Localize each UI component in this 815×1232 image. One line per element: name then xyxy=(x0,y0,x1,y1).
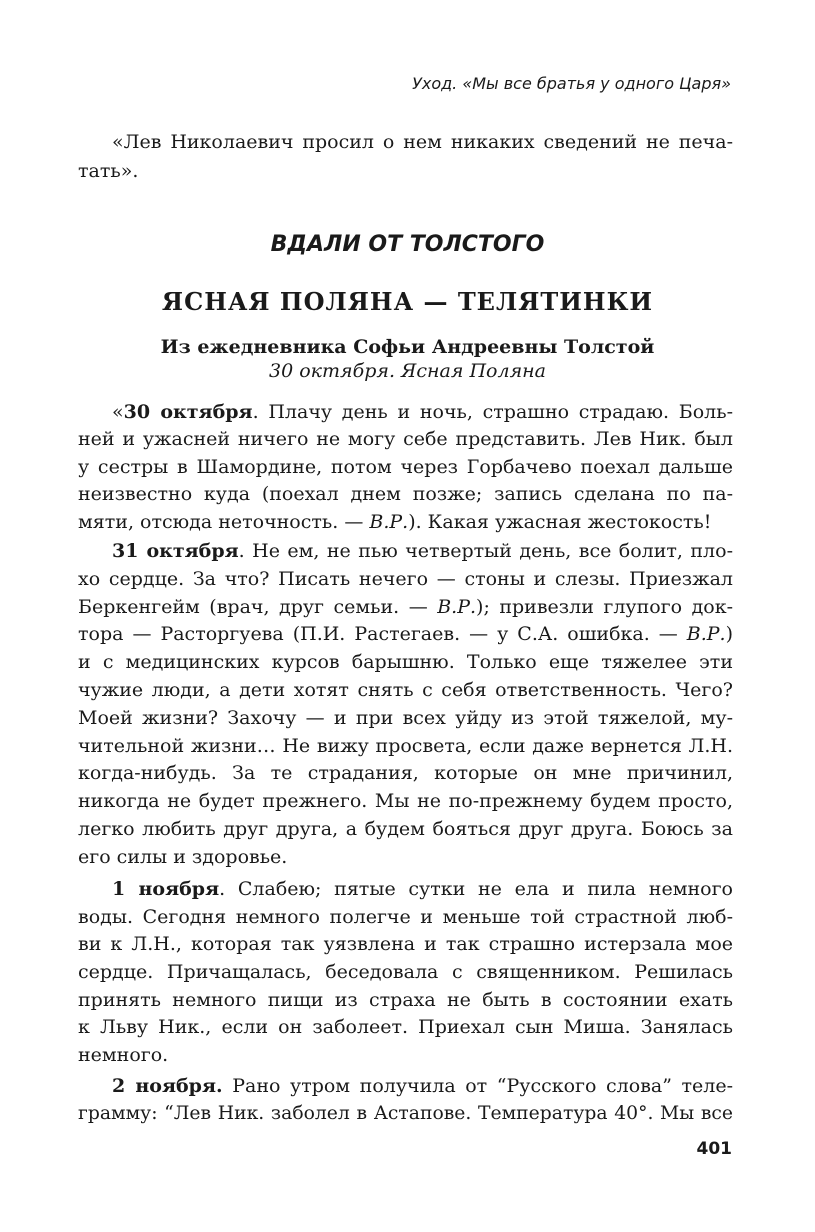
entry-date: 2 ноября. xyxy=(112,1075,223,1097)
entry-date: 30 октября xyxy=(123,401,253,423)
entry-date: 31 октября xyxy=(112,540,239,562)
entry-date: 1 ноября xyxy=(112,878,220,900)
chapter-title: ЯСНАЯ ПОЛЯНА — ТЕЛЯТИНКИ xyxy=(161,287,654,316)
subtitle: Из ежедневника Софьи Андреевны Толстой xyxy=(160,336,655,358)
book-page: Уход. «Мы все братья у одного Царя» «Лев Николаевич просил о нем никаких сведений не печа- тать». ВДАЛИ ОТ ТОЛСТОГО ЯСНАЯ ПОЛЯНА — ТЕЛЯТИНКИ Из ежедневника Софьи Андреевны Толстой 30 октября. Ясная Поляна «30 октября. Плачу день и ночь, страшно страдаю. Боль- ней и ужасней ничего не могу себе представить. Лев Ник. был у сестры в Шамордине, потом через Горбачево поехал дальше неизвестно куда (поехал днем позже; запись сделана по па- мяти, отсюда неточность. — В.Р.). Какая ужасная жестокость! 31 октября. Не ем, не пью четвертый день, все болит, пло- хо сердце. За что? Писать нечего — стоны и слезы. Приезжал Беркенгейм (врач, друг семьи. — В.Р.); привезли глупого док- тора — Расторгуева (П.И. Растегаев. — у С.А. ошибка. — В.Р.) и с медицинских курсов барышню. Только еще тяжелее эти чужие люди, а дети хотят снять с себя ответственность. Чего? Моей жизни? Захочу — и при всех уйду из этой тяжелой, му- чительной жизни… Не вижу просвета, если даже вернется Л.Н. когда-нибудь. За те страдания, которые он мне причинил, никогда не будет прежнего. Мы не по-прежнему будем просто, легко любить друг друга, а будем бояться друг друга. Боюсь за его силы и здоровье. 1 ноября. Слабею; пятые сутки не ела и пила немного воды. Сегодня немного полегче и меньше той страстной люб- ви к Л.Н., которая так уязвлена и так страшно истерзала мое сердце. Причащалась, беседовала с священником. Решилась принять немного пищи из страха не быть в состоянии ехать к Льву Ник., если он заболеет. Приехал сын Миша. Занялась немного. 2 ноября. Рано утром получила от “Русского слова” теле- грамму: “Лев Ник. заболел в Астапове. Температура 40°. Мы все 401 xyxy=(0,0,815,1232)
dateline: 30 октября. Ясная Поляна xyxy=(269,360,546,382)
running-header: Уход. «Мы все братья у одного Царя» xyxy=(412,74,731,93)
section-title: ВДАЛИ ОТ ТОЛСТОГО xyxy=(270,232,545,257)
page-number: 401 xyxy=(696,1139,732,1159)
